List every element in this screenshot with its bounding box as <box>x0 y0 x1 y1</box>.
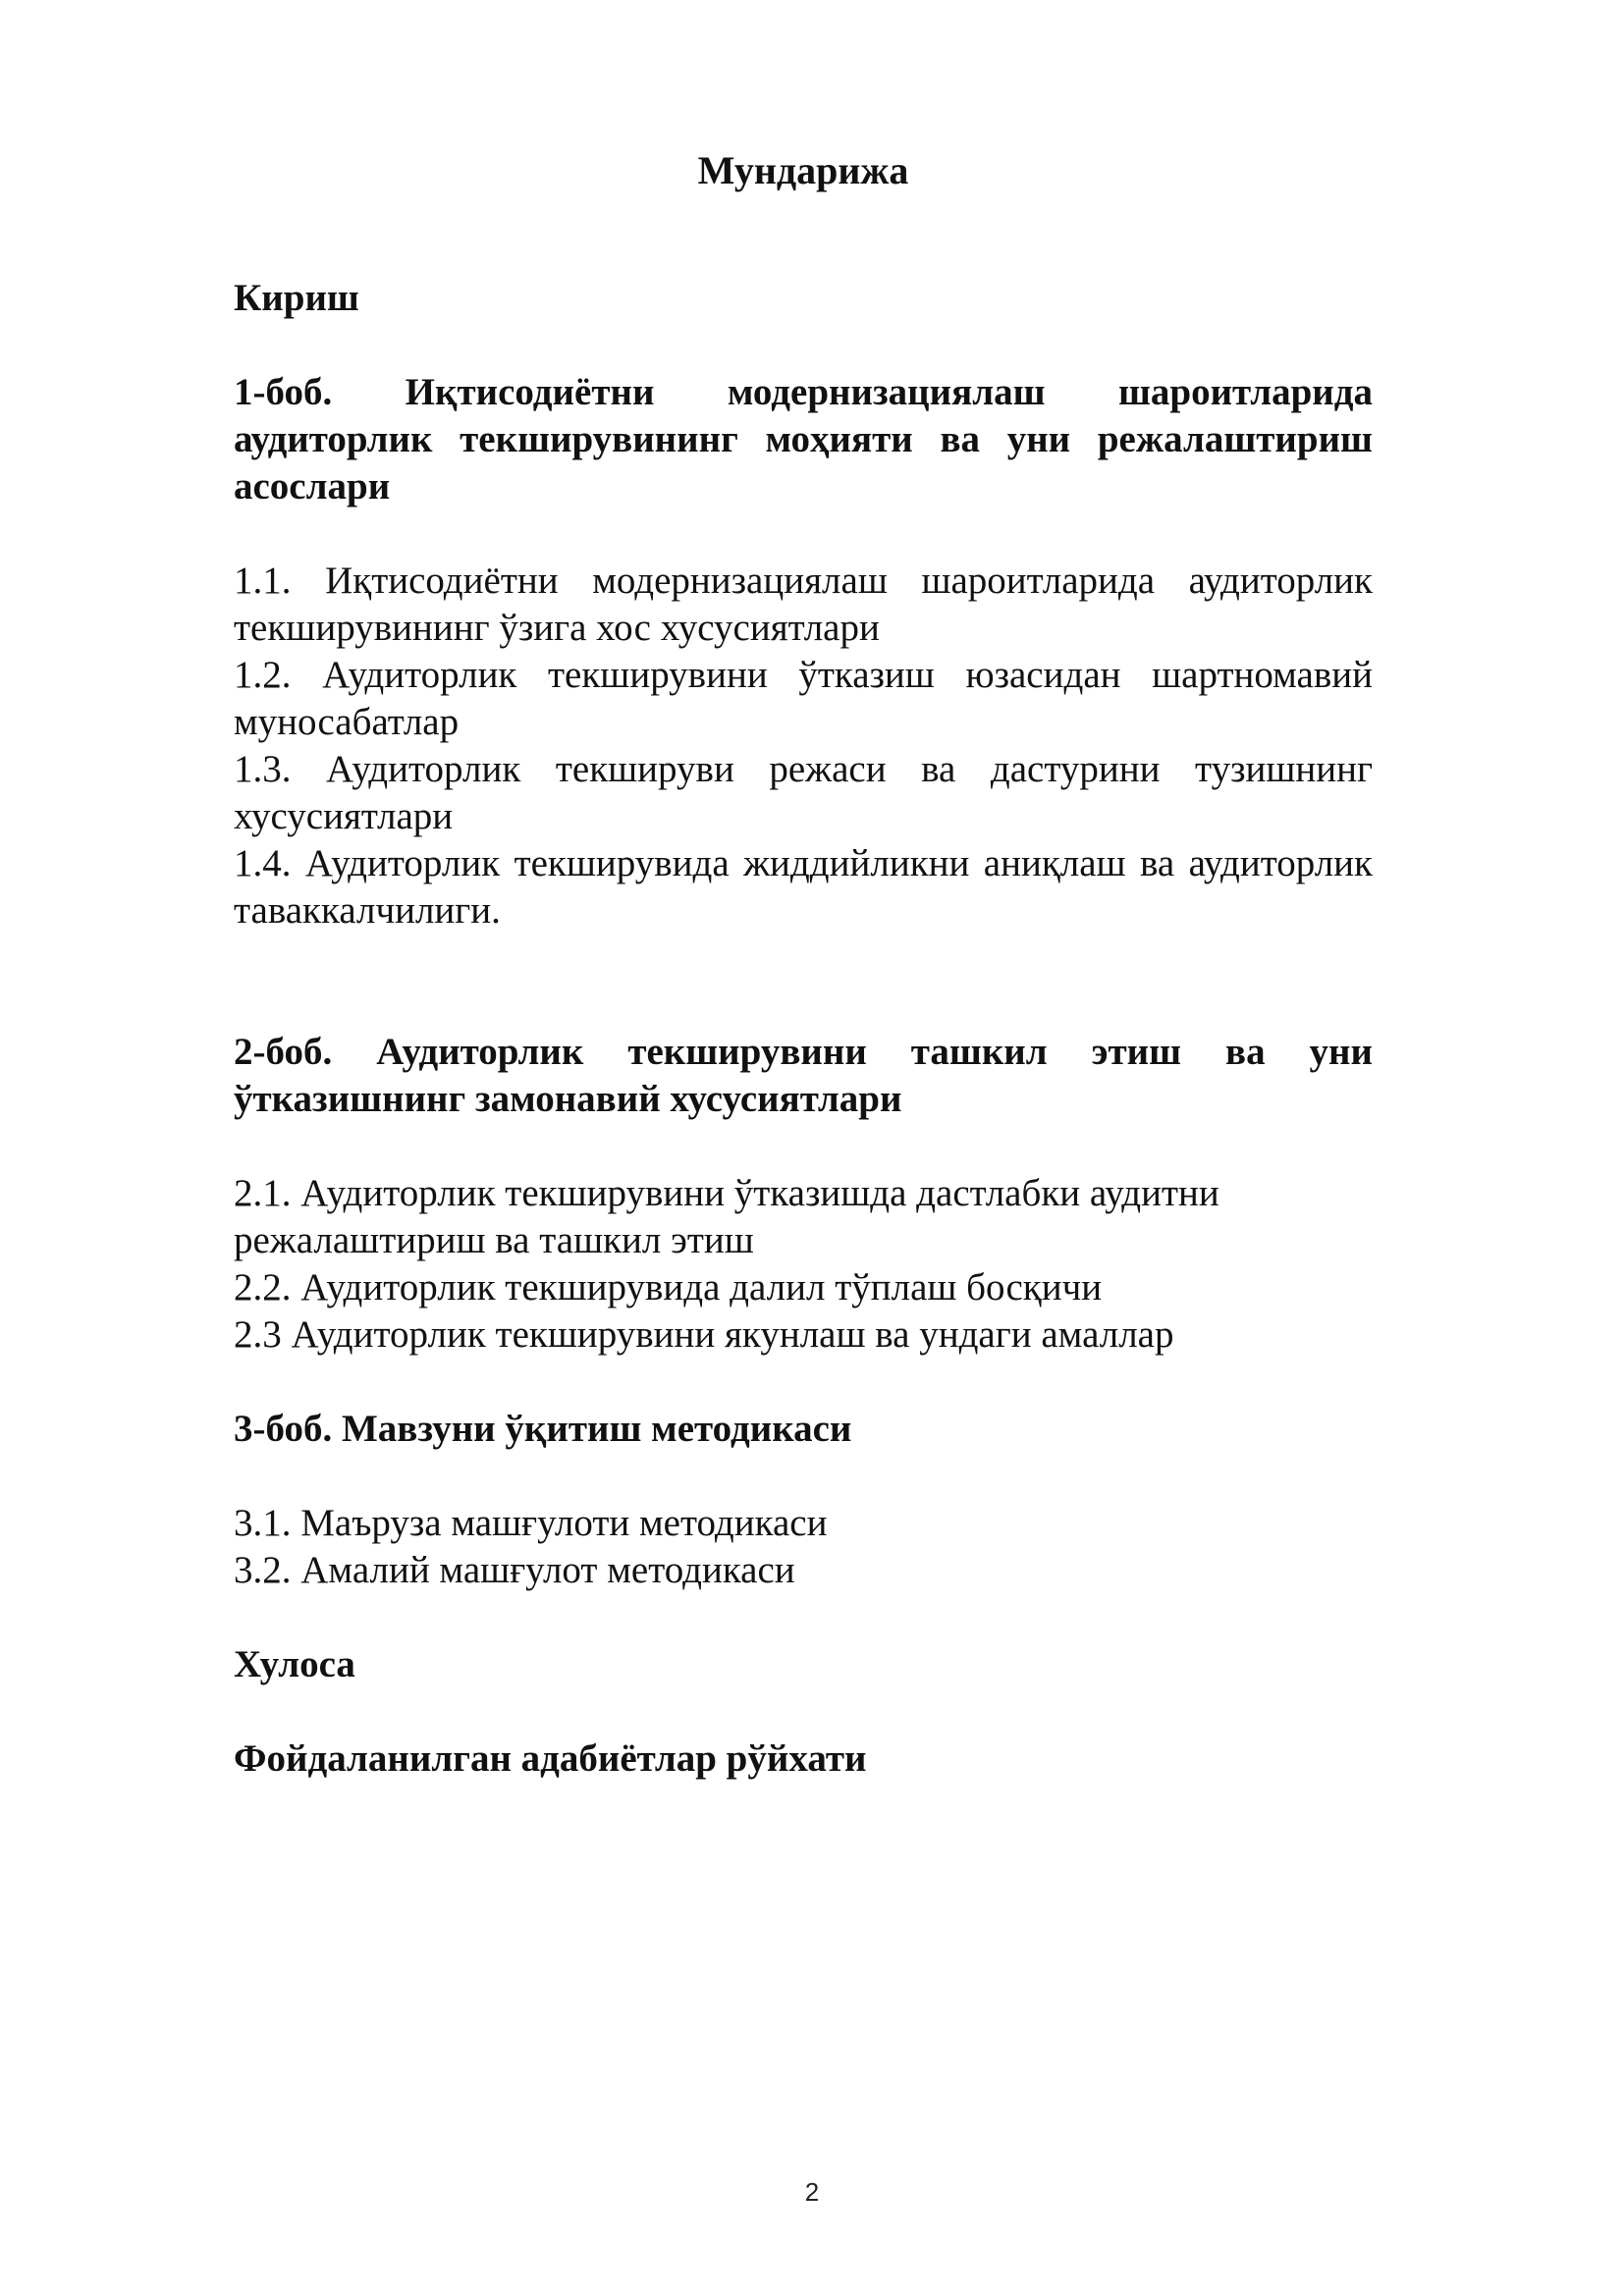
toc-item-1-3: 1.3. Аудиторлик текшируви режаси ва дастурини тузишнинг хусусиятлари <box>234 748 1373 837</box>
toc-item-3-2: 3.2. Амалий машғулот методикаси <box>234 1549 795 1591</box>
toc-chapter-1-heading: 1-боб. Иқтисодиётни модернизациялаш шароитларида аудиторлик текширувининг моҳияти ва уни режалаштириш асослари <box>234 371 1373 507</box>
toc-item-2-2: 2.2. Аудиторлик текширувида далил тўплаш босқичи <box>234 1266 1103 1308</box>
toc-chapter-2-items <box>234 1170 1373 1359</box>
toc-item-2-3: 2.3 Аудиторлик текширувини якунлаш ва ундаги амаллар <box>234 1313 1174 1356</box>
toc-item-3-1: 3.1. Маъруза машғулоти методикаси <box>234 1502 828 1544</box>
toc-item-1-1: 1.1. Иқтисодиётни модернизациялаш шароитларида аудиторлик текширувининг ўзига хос хусусиятлари <box>234 560 1373 649</box>
toc-chapter-2-heading: 2-боб. Аудиторлик текширувини ташкил этиш ва уни ўтказишнинг замонавий хусусиятлари <box>234 1031 1373 1120</box>
page-number: 2 <box>804 2177 820 2207</box>
toc-chapter-1-items <box>234 558 1373 934</box>
toc-chapter-3-items <box>234 1500 1373 1594</box>
page-title: Мундарижа <box>697 148 909 192</box>
table-of-contents <box>234 147 1373 1783</box>
toc-item-2-1: 2.1. Аудиторлик текширувини ўтказишда дастлабки аудитни режалаштириш ва ташкил этиш <box>234 1172 1219 1261</box>
toc-item-1-2: 1.2. Аудиторлик текширувини ўтказиш юзасидан шартномавий муносабатлар <box>234 654 1373 743</box>
toc-chapter-3-heading: 3-боб. Мавзуни ўқитиш методикаси <box>234 1408 852 1450</box>
toc-item-1-4: 1.4. Аудиторлик текширувида жиддийликни аниқлаш ва аудиторлик таваккалчилиги. <box>234 842 1373 932</box>
toc-references: Фойдаланилган адабиётлар рўйхати <box>234 1737 867 1780</box>
toc-conclusion: Хулоса <box>234 1643 355 1685</box>
toc-introduction: Кириш <box>234 277 359 319</box>
